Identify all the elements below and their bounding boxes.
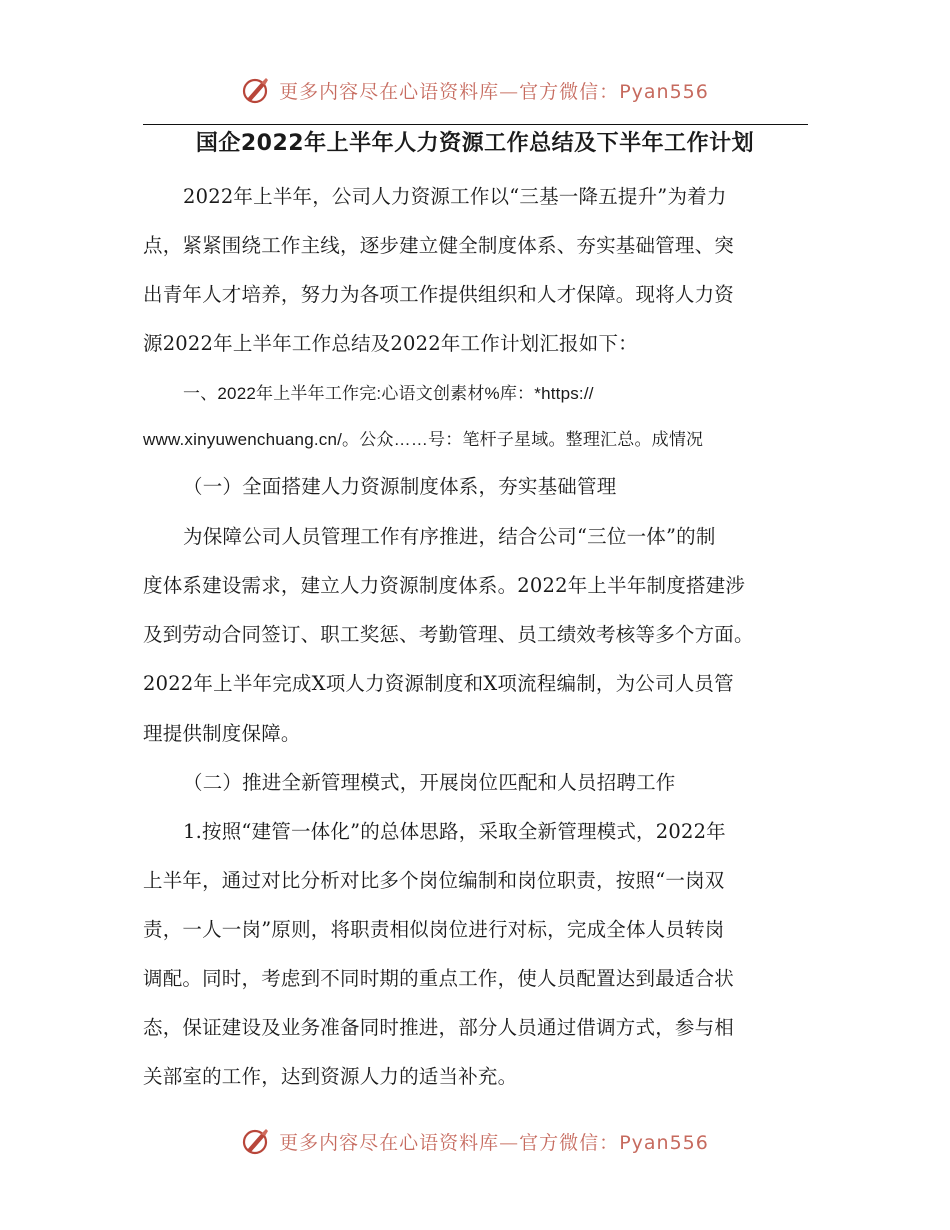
watermark-account: Pyan556 xyxy=(619,1131,709,1154)
section-heading-line: 一、2022年上半年工作完:心语文创素材%库：*https:// xyxy=(183,384,594,403)
paragraph-line: 责，一人一岗”原则，将职责相似岗位进行对标，完成全体人员转岗 xyxy=(143,918,725,941)
paragraph-line: 1.按照“建管一体化”的总体思路，采取全新管理模式，2022年 xyxy=(183,820,726,843)
watermark-text: 更多内容尽在心语资料库 xyxy=(279,1131,500,1154)
paragraph-line: 关部室的工作，达到资源人力的适当补充。 xyxy=(143,1065,518,1088)
section-heading-line: www.xinyuwenchuang.cn/。公众……号：笔杆子星域。整理汇总。成情况 xyxy=(143,430,704,449)
subsection-heading: （二）推进全新管理模式，开展岗位匹配和人员招聘工作 xyxy=(183,771,676,794)
subsection-heading: （一）全面搭建人力资源制度体系，夯实基础管理 xyxy=(183,475,617,498)
paragraph-line: 态，保证建设及业务准备同时推进，部分人员通过借调方式，参与相 xyxy=(143,1016,735,1039)
paragraph-line: 为保障公司人员管理工作有序推进，结合公司“三位一体”的制 xyxy=(183,525,716,548)
document-title: 国企2022年上半年人力资源工作总结及下半年工作计划 xyxy=(195,131,755,156)
paragraph-line: 上半年，通过对比分析对比多个岗位编制和岗位职责，按照“一岗双 xyxy=(143,869,725,892)
watermark-suffix: 官方微信： xyxy=(519,80,620,103)
paragraph-line: 点，紧紧围绕工作主线，逐步建立健全制度体系、夯实基础管理、突 xyxy=(143,234,735,257)
watermark-separator: — xyxy=(499,80,520,103)
paragraph-line: 理提供制度保障。 xyxy=(143,722,301,745)
watermark-separator: — xyxy=(499,1131,520,1154)
footer-watermark-banner xyxy=(0,1119,950,1163)
pen-logo-icon xyxy=(241,75,271,105)
paragraph-line: 出青年人才培养，努力为各项工作提供组织和人才保障。现将人力资 xyxy=(143,283,735,306)
header-watermark-banner xyxy=(0,68,950,112)
paragraph-line: 调配。同时，考虑到不同时期的重点工作，使人员配置达到最适合状 xyxy=(143,967,735,990)
watermark-suffix: 官方微信： xyxy=(519,1131,620,1154)
watermark-account: Pyan556 xyxy=(619,80,709,103)
paragraph-line: 源2022年上半年工作总结及2022年工作计划汇报如下： xyxy=(143,332,638,355)
pen-logo-icon xyxy=(241,1126,271,1156)
paragraph-line: 2022年上半年，公司人力资源工作以“三基一降五提升”为着力 xyxy=(183,185,727,208)
watermark-text: 更多内容尽在心语资料库 xyxy=(279,80,500,103)
paragraph-line: 度体系建设需求，建立人力资源制度体系。2022年上半年制度搭建涉 xyxy=(143,574,746,597)
paragraph-line: 2022年上半年完成X项人力资源制度和X项流程编制，为公司人员管 xyxy=(143,672,734,695)
header-rule xyxy=(143,124,808,125)
paragraph-line: 及到劳动合同签订、职工奖惩、考勤管理、员工绩效考核等多个方面。 xyxy=(143,623,754,646)
